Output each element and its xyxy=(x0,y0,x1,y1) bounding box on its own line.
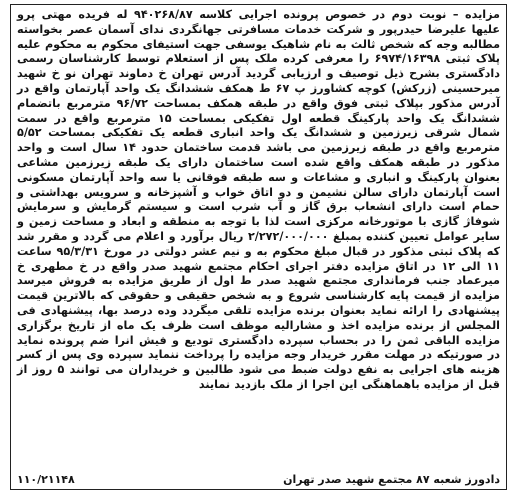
notice-reference-number: ۱۱۰/۲۱۱۴۸ xyxy=(17,473,75,486)
notice-footer xyxy=(17,473,500,486)
legal-notice xyxy=(10,4,507,490)
notice-signature: دادورز شعبه ۸۷ مجتمع شهید صدر تهران xyxy=(283,473,500,486)
notice-body: مزایده – نوبت دوم در خصوص پرونده اجرایی کلاسه ۹۴۰۲۶۸/۸۷ له فریده مهتی پرو علیها علیرضا حیدرپور و شرکت خدمات مسافرتی جهانگردی ندای آسمان عصر بخواسته مطالبه وجه که شخص ثالث به نام شاهیک یوسفی جهت استیفای محکوم به محکوم علیه پلاک ثبتی ۶۹۷۴/۱۶۳۹۸ را معرفی کرده ملک پس از استعلام توسط کارشناسان رسمی دادگستری بشرح ذیل توصیف و ارزیابی گردید آدرس تهران خ دماوند تهران نو خ شهید میرحسینی (زرکش) کوچه کشاورز پ ۶۷ ط همکف ششدانگ یک واحد آپارتمان واقع در آدرس مذکور بپلاک ثبتی فوق واقع در طبقه همکف بمساحت ۹۶/۷۲ مترمربع باتضمام ششدانگ یک واحد پارکینگ قطعه اول تفکیکی بمساحت ۱۵ مترمربع واقع در سمت شمال شرقی زیرزمین و ششدانگ یک واحد انباری قطعه یک تفکیکی بمساحت ۵/۵۲ مترمربع واقع در طبقه زیرزمین می باشد قدمت ساختمان حدود ۱۴ سال است و واحد مذکور در طبقه همکف واقع شده است ساختمان دارای یک طبقه زیرزمین مشاعی بعنوان پارکینگ و انباری و مشاعات و سه طبقه فوقانی یا سه واحد آپارتمان مسکونی است آپارتمان دارای سالن نشیمن و دو اتاق خواب و آشپزخانه و سرویس بهداشتی و حمام است دارای انشعاب برق گاز و آب شرب است و سیستم گرمایش و سرمایش شوفاژ گازی با موتورخانه مرکزی است لذا با توجه به منطقه و ابعاد و مساحت زمین و سایر عوامل تعیین کننده بمبلغ ۲/۲۷۲/۰۰۰/۰۰۰ ریال برآورد و اعلام می گردد و مقرر شد که پلاک ثبتی مذکور در قبال مبلغ محکوم به و نیم عشر دولتی در مورخ ۹۵/۳/۳۱ ساعت ۱۱ الی ۱۲ در اتاق مزایده دفتر اجرای احکام مجتمع شهید صدر واقع در خ مطهری خ میرعماد جنب فرمانداری مجتمع شهید صدر ط اول از طریق مزایده به فروش میرسد مزایده از قیمت پایه کارشناسی شروع و به شخص حقیقی و حقوقی که بالاترین قیمت پیشنهادی را ارائه نماید بعنوان برنده مزایده تلقی میگردد وده درصد بها، پیشنهادی فی المجلس از برنده مزایده اخذ و مشارالیه موظف است ظرف یک ماه از تاریخ برگزاری مزایده الباقی ثمن را در بحساب سپرده دادگستری تودیع و فیش انرا ضم پرونده نماید در صورتیکه در مهلت مقرر خریدار وجه مزایده را پرداخت ننماید سپرده وی پس از کسر هزینه های اجرایی به نفع دولت ضبط می شود طالبین و خریداران می توانند ۵ روز از قبل از مزایده باهماهنگی این اجرا از ملک بازدید نمایند xyxy=(17,8,501,391)
